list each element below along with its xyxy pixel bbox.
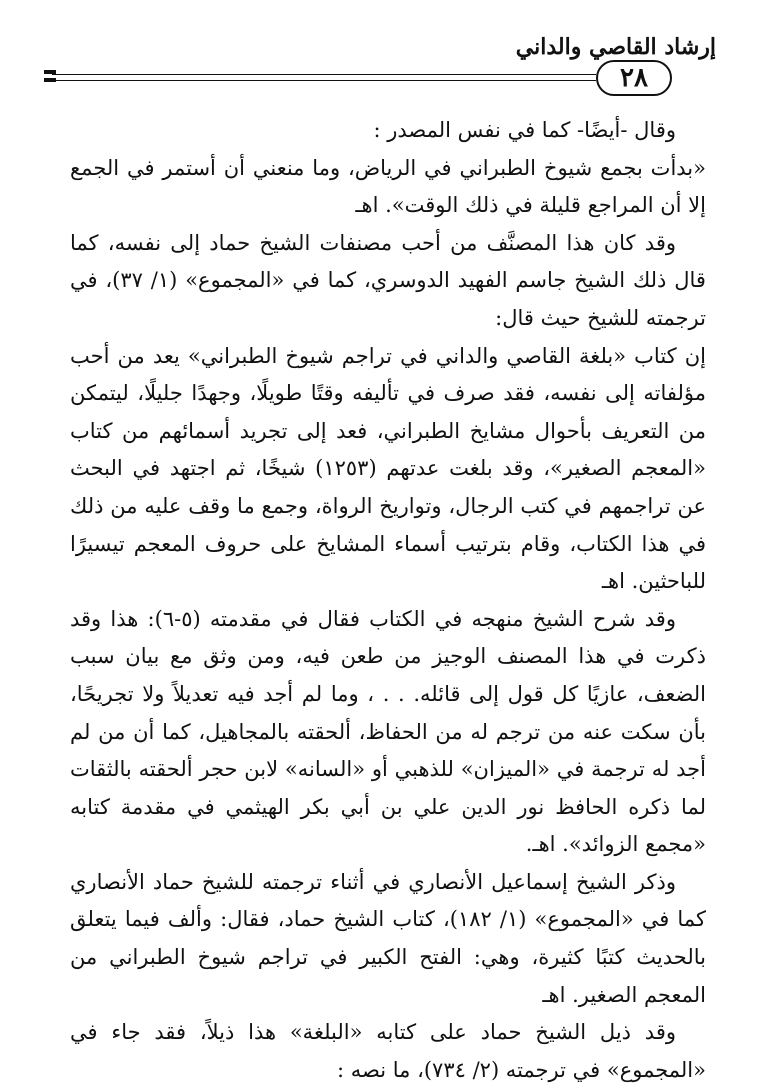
paragraph: وقد شرح الشيخ منهجه في الكتاب فقال في مقدمته (٥-٦): هذا وقد ذكرت في هذا المصنف الوجيز من طعن فيه، ومن وثق مع بيان سبب الضعف، عازيًا كل قول إلى قائله. . . ، وما لم أجد فيه تعديلاً ولا تجريحًا، بأن سكت عنه من ترجم له من الحفاظ، ألحقته بالمجاهيل، كما أن من لم أجد له ترجمة في «الميزان» للذهبي أو «السانه» لابن حجر ألحقته بالثقات لما ذكره الحافظ نور الدين علي بن أبي بكر الهيثمي في مقدمة كتابه «مجمع الزوائد». اهـ. — [70, 606, 706, 857]
paragraph: وذكر الشيخ إسماعيل الأنصاري في أثناء ترجمته للشيخ حماد الأنصاري كما في «المجموع» (١/ ١٨٢)، كتاب الشيخ حماد، فقال: وألف فيما يتعلق بالحديث كتبًا كثيرة، وهي: الفتح الكبير في تراجم شيوخ الطبراني من المعجم الصغير. اهـ — [70, 869, 706, 1007]
header-rule — [52, 80, 596, 81]
paragraph: وقال -أيضًا- كما في نفس المصدر : — [373, 118, 676, 142]
paragraph: وقد ذيل الشيخ حماد على كتابه «البلغة» هذا ذيلاً، فقد جاء في «المجموع» في ترجمته (٢/ ٧٣٤)، ما نصه : — [70, 1020, 706, 1082]
page-number: ٢٨ — [620, 63, 648, 93]
page-header — [0, 0, 758, 110]
paragraph: «بدأت بجمع شيوخ الطبراني في الرياض، وما منعني أن أستمر في الجمع إلا أن المراجع قليلة في ذلك الوقت». اهـ — [70, 155, 706, 218]
running-title: إرشاد القاصي والداني — [515, 34, 716, 60]
paragraph: إن كتاب «بلغة القاصي والداني في تراجم شيوخ الطبراني» يعد من أحب مؤلفاته إلى نفسه، فقد صرف في تأليفه وقتًا طويلًا، وجهدًا جليلًا، ليتمكن من التعريف بأحوال مشايخ الطبراني، فعد إلى تجريد أسمائهم من كتاب «المعجم الصغير»، وقد بلغت عدتهم (١٢٥٣) شيخًا، ثم اجتهد في البحث عن تراجمهم في كتب الرجال، وتواريخ الرواة، وجمع ما وقف عليه من ذلك في هذا الكتاب، وقام بترتيب أسماء المشايخ على حروف المعجم تيسيرًا للباحثين. اهـ — [70, 343, 706, 594]
header-rule — [52, 74, 596, 75]
page-number-badge — [596, 60, 672, 96]
page-body — [70, 112, 706, 1089]
paragraph: وقد كان هذا المصنَّف من أحب مصنفات الشيخ حماد إلى نفسه، كما قال ذلك الشيخ جاسم الفهيد الدوسري، كما في «المجموع» (١/ ٣٧)، في ترجمته للشيخ حيث قال: — [70, 230, 706, 330]
